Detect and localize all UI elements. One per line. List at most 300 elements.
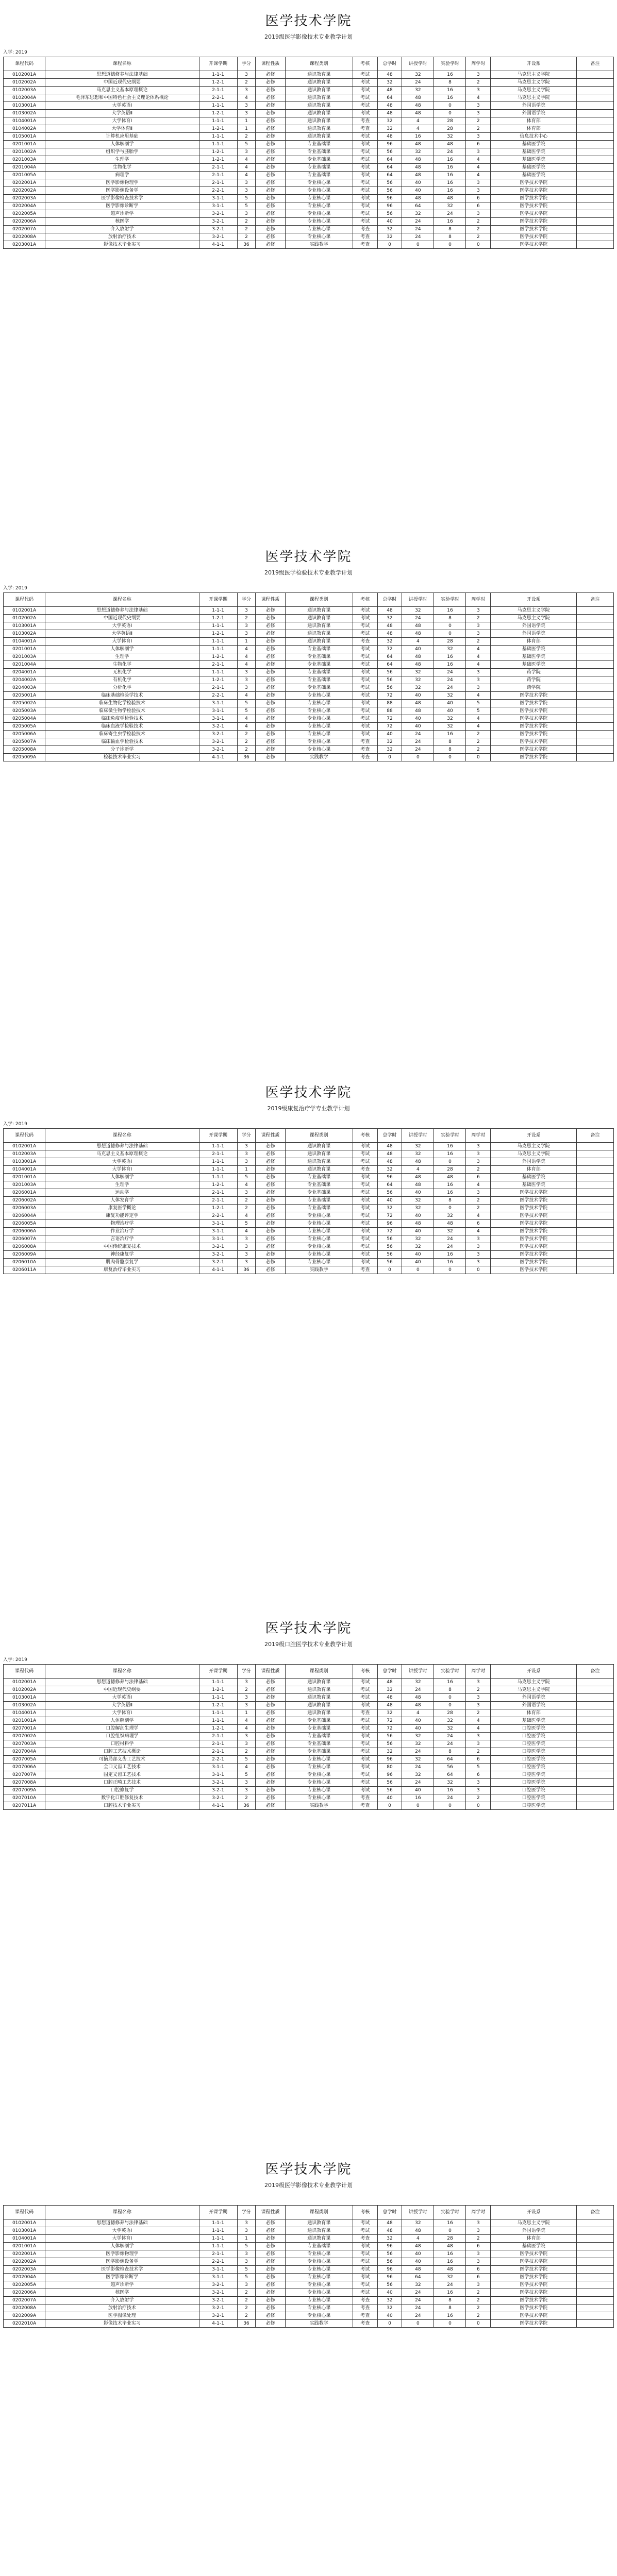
table-cell: 考试 [353, 607, 377, 615]
table-cell: 通识教育课 [285, 133, 353, 141]
table-cell: 3 [466, 1694, 491, 1702]
table-cell: 4 [466, 692, 491, 700]
table-cell: 必修 [256, 125, 285, 133]
table-row [4, 1228, 614, 1235]
table-cell: 2 [466, 2235, 491, 2243]
table-cell [577, 700, 614, 707]
table-cell: 3-2-1 [199, 2312, 237, 2320]
table-cell: 0102003A [4, 87, 45, 94]
table-cell: 通识教育课 [285, 94, 353, 102]
table-cell: 24 [402, 615, 434, 622]
table-cell [577, 164, 614, 172]
table-cell: 3-1-1 [199, 1228, 237, 1235]
table-cell: 3 [237, 1779, 256, 1787]
table-cell: 48 [402, 661, 434, 669]
table-cell: 96 [377, 141, 402, 148]
table-cell: 32 [434, 1228, 466, 1235]
table-cell: 3 [466, 1251, 491, 1259]
table-cell: 3 [466, 676, 491, 684]
table-cell: 必修 [256, 1150, 285, 1158]
table-cell: 0207001A [4, 1725, 45, 1733]
table-cell: 专业核心课 [285, 692, 353, 700]
column-header: 实验学时 [434, 1129, 466, 1143]
table-row [4, 1266, 614, 1274]
table-cell: 3 [237, 110, 256, 117]
table-cell: 专业核心课 [285, 1779, 353, 1787]
table-cell: 专业基础课 [285, 148, 353, 156]
table-cell: 0205003A [4, 707, 45, 715]
table-cell: 考试 [353, 1243, 377, 1251]
table-cell: 口腔修复学 [45, 1787, 199, 1794]
table-row [4, 148, 614, 156]
table-cell: 5 [237, 2274, 256, 2281]
table-cell: 专业基础课 [285, 646, 353, 653]
table-cell: 16 [434, 1787, 466, 1794]
table-cell: 4 [237, 164, 256, 172]
table-cell: 生物化学 [45, 661, 199, 669]
table-row [4, 1243, 614, 1251]
table-cell: 专业基础课 [285, 1740, 353, 1748]
table-row [4, 1717, 614, 1725]
table-cell: 16 [434, 1189, 466, 1197]
table-cell: 3 [466, 210, 491, 218]
table-row [4, 1174, 614, 1181]
table-cell: 0202001A [4, 179, 45, 187]
table-cell: 3 [237, 1243, 256, 1251]
table-cell: 思想道德修养与法律基础 [45, 1143, 199, 1150]
table-cell: 考试 [353, 1679, 377, 1686]
table-cell: 32 [377, 226, 402, 233]
table-cell: 0 [402, 241, 434, 249]
table-cell: 32 [377, 746, 402, 754]
table-cell: 1-1-1 [199, 117, 237, 125]
table-cell: 48 [402, 1220, 434, 1228]
table-cell: 48 [377, 1694, 402, 1702]
section-meta: 入学: 2019 [3, 1122, 27, 1127]
table-cell: 必修 [256, 661, 285, 669]
table-cell: 48 [434, 1174, 466, 1181]
table-cell: 48 [402, 2243, 434, 2250]
table-cell: 专业核心课 [285, 731, 353, 738]
table-cell: 3 [466, 2227, 491, 2235]
table-cell [577, 202, 614, 210]
table-cell: 核医学 [45, 2289, 199, 2297]
table-cell: 3-2-1 [199, 1243, 237, 1251]
table-cell: 64 [377, 94, 402, 102]
column-header: 备注 [577, 593, 614, 607]
table-row [4, 133, 614, 141]
column-header: 讲授学时 [402, 1665, 434, 1679]
table-cell: 检验技术毕业实习 [45, 754, 199, 761]
table-header-row [4, 1129, 614, 1143]
table-cell: 40 [402, 692, 434, 700]
table-cell: 考试 [353, 661, 377, 669]
table-cell: 1-2-1 [199, 1181, 237, 1189]
table-cell: 基础医学院 [491, 156, 577, 164]
table-cell: 0 [434, 110, 466, 117]
table-cell: 5 [237, 1771, 256, 1779]
table-cell: 1-1-1 [199, 622, 237, 630]
table-cell: 2 [466, 1794, 491, 1802]
table-cell: 4-1-1 [199, 1802, 237, 1810]
table-cell: 72 [377, 646, 402, 653]
table-cell: 0206007A [4, 1235, 45, 1243]
table-cell: 4 [466, 172, 491, 179]
table-cell: 考试 [353, 1228, 377, 1235]
table-row [4, 241, 614, 249]
table-cell: 必修 [256, 1228, 285, 1235]
table-cell: 56 [377, 1733, 402, 1740]
table-cell: 56 [377, 1235, 402, 1243]
table-cell: 考试 [353, 2243, 377, 2250]
column-header: 考核 [353, 1665, 377, 1679]
table-cell: 32 [434, 692, 466, 700]
table-cell: 2 [466, 1748, 491, 1756]
table-cell: 3 [466, 1189, 491, 1197]
table-cell: 0 [434, 102, 466, 110]
column-header: 开设系 [491, 593, 577, 607]
table-row [4, 79, 614, 87]
table-cell: 口腔医学院 [491, 1771, 577, 1779]
table-cell [577, 676, 614, 684]
table-cell: 0202008A [4, 233, 45, 241]
table-cell: 28 [434, 117, 466, 125]
table-cell: 专业基础课 [285, 1197, 353, 1205]
table-cell: 16 [434, 2219, 466, 2227]
table-row [4, 71, 614, 79]
table-cell: 56 [377, 2281, 402, 2289]
table-cell: 考试 [353, 210, 377, 218]
table-cell: 0 [402, 754, 434, 761]
table-cell: 0103001A [4, 622, 45, 630]
table-cell: 实践教学 [285, 241, 353, 249]
table-cell: 通识教育课 [285, 1679, 353, 1686]
table-cell: 3 [466, 110, 491, 117]
table-cell: 大学体育Ⅰ [45, 117, 199, 125]
table-cell: 必修 [256, 2235, 285, 2243]
table-cell: 专业核心课 [285, 2297, 353, 2304]
table-cell: 3-2-1 [199, 723, 237, 731]
table-cell: 2 [466, 218, 491, 226]
table-row [4, 692, 614, 700]
table-cell: 药学院 [491, 676, 577, 684]
table-cell [577, 226, 614, 233]
table-cell: 3 [466, 1235, 491, 1243]
table-cell: 专业核心课 [285, 746, 353, 754]
table-cell: 必修 [256, 723, 285, 731]
table-cell: 72 [377, 1717, 402, 1725]
table-row [4, 2235, 614, 2243]
table-cell: 56 [377, 1189, 402, 1197]
table-cell: 5 [237, 707, 256, 715]
table-cell: 临床输血学检验技术 [45, 738, 199, 746]
table-cell: 必修 [256, 133, 285, 141]
table-row [4, 2289, 614, 2297]
table-cell: 考试 [353, 646, 377, 653]
table-cell: 物理治疗学 [45, 1220, 199, 1228]
table-cell [577, 1174, 614, 1181]
table-cell: 48 [402, 630, 434, 638]
table-cell: 4 [466, 164, 491, 172]
table-row [4, 2312, 614, 2320]
table-cell: 专业核心课 [285, 2304, 353, 2312]
table-row [4, 195, 614, 202]
table-cell: 0104002A [4, 125, 45, 133]
table-cell: 0207007A [4, 1771, 45, 1779]
table-cell: 4 [237, 156, 256, 164]
table-cell: 3 [237, 2281, 256, 2289]
table-cell: 必修 [256, 630, 285, 638]
table-cell: 56 [377, 2258, 402, 2266]
table-cell: 口腔材料学 [45, 1740, 199, 1748]
table-cell: 48 [402, 110, 434, 117]
table-cell: 2 [466, 1166, 491, 1174]
table-cell: 外国语学院 [491, 1158, 577, 1166]
table-cell: 医学影像检查技术学 [45, 195, 199, 202]
table-cell: 8 [434, 615, 466, 622]
column-header: 考核 [353, 57, 377, 71]
table-cell: 1-1-1 [199, 2219, 237, 2227]
table-cell: 0 [466, 2320, 491, 2328]
table-cell: 必修 [256, 1694, 285, 1702]
plan-section [0, 10, 617, 247]
table-cell: 32 [377, 1748, 402, 1756]
table-cell: 3 [466, 1158, 491, 1166]
table-cell: 口腔医学院 [491, 1794, 577, 1802]
table-cell: 专业核心课 [285, 233, 353, 241]
table-cell: 医学技术学院 [491, 2274, 577, 2281]
table-cell: 3-1-1 [199, 707, 237, 715]
table-cell: 3 [237, 676, 256, 684]
table-cell: 专业核心课 [285, 2289, 353, 2297]
table-cell: 2 [466, 638, 491, 646]
table-cell: 24 [434, 1733, 466, 1740]
table-cell: 通识教育课 [285, 622, 353, 630]
table-cell: 临床基础检验学技术 [45, 692, 199, 700]
table-cell: 临床免疫学检验技术 [45, 715, 199, 723]
table-cell: 医学技术学院 [491, 754, 577, 761]
table-cell: 必修 [256, 1686, 285, 1694]
table-cell: 2 [466, 79, 491, 87]
table-cell: 5 [237, 1756, 256, 1764]
table-cell [577, 218, 614, 226]
table-cell: 肌肉骨骼康复学 [45, 1259, 199, 1266]
table-cell: 医学技术学院 [491, 738, 577, 746]
table-row [4, 218, 614, 226]
table-cell: 专业核心课 [285, 2281, 353, 2289]
table-cell: 2 [466, 2304, 491, 2312]
table-cell: 36 [237, 1802, 256, 1810]
table-cell: 48 [402, 102, 434, 110]
column-header: 课程代码 [4, 593, 45, 607]
table-cell: 思想道德修养与法律基础 [45, 607, 199, 615]
table-cell: 思想道德修养与法律基础 [45, 71, 199, 79]
table-cell: 医学技术学院 [491, 195, 577, 202]
table-cell: 32 [402, 71, 434, 79]
table-row [4, 187, 614, 195]
column-header: 考核 [353, 593, 377, 607]
table-cell: 医学技术学院 [491, 1212, 577, 1220]
table-cell [577, 692, 614, 700]
table-cell: 专业基础课 [285, 669, 353, 676]
table-cell: 1-2-1 [199, 653, 237, 661]
section-subtitle: 2019级医学影像技术专业教学计划 [264, 33, 353, 40]
table-row [4, 1702, 614, 1709]
table-cell: 医学技术学院 [491, 187, 577, 195]
table-cell: 48 [377, 1143, 402, 1150]
table-cell: 0103002A [4, 1702, 45, 1709]
column-header: 周学时 [466, 1665, 491, 1679]
table-cell: 1-1-1 [199, 2235, 237, 2243]
table-cell: 口腔解剖生理学 [45, 1725, 199, 1733]
table-cell: 3-2-1 [199, 2289, 237, 2297]
table-row [4, 1212, 614, 1220]
table-cell [577, 2320, 614, 2328]
table-cell: 考试 [353, 1694, 377, 1702]
table-cell: 基础医学院 [491, 1174, 577, 1181]
table-cell: 2 [466, 738, 491, 746]
table-cell: 72 [377, 723, 402, 731]
table-cell [577, 94, 614, 102]
table-cell: 56 [377, 2250, 402, 2258]
table-cell: 2-1-1 [199, 1740, 237, 1748]
table-cell: 48 [377, 2219, 402, 2227]
table-cell: 3 [237, 1733, 256, 1740]
table-cell: 3 [466, 669, 491, 676]
table-cell: 康复医学概论 [45, 1205, 199, 1212]
table-cell: 8 [434, 226, 466, 233]
table-cell: 必修 [256, 1756, 285, 1764]
table-cell: 3-2-1 [199, 1787, 237, 1794]
table-cell: 0205002A [4, 700, 45, 707]
table-cell: 3 [466, 1243, 491, 1251]
table-cell: 全口义齿工艺技术 [45, 1764, 199, 1771]
table-cell: 3-1-1 [199, 2274, 237, 2281]
column-header: 周学时 [466, 2206, 491, 2219]
table-cell: 考试 [353, 1771, 377, 1779]
plan-table [3, 57, 614, 249]
table-row [4, 1725, 614, 1733]
table-cell: 56 [377, 676, 402, 684]
table-cell: 40 [377, 2289, 402, 2297]
table-cell: 必修 [256, 87, 285, 94]
table-cell: 16 [434, 187, 466, 195]
column-header: 课程代码 [4, 57, 45, 71]
table-cell [577, 117, 614, 125]
column-header: 课程性质 [256, 57, 285, 71]
table-cell: 32 [402, 676, 434, 684]
column-header: 备注 [577, 57, 614, 71]
table-cell: 16 [434, 218, 466, 226]
table-cell: 必修 [256, 2250, 285, 2258]
column-header: 讲授学时 [402, 593, 434, 607]
table-cell: 4 [466, 1212, 491, 1220]
table-cell: 24 [402, 218, 434, 226]
table-cell: 24 [402, 746, 434, 754]
table-cell: 16 [434, 1181, 466, 1189]
table-cell [577, 646, 614, 653]
table-cell: 96 [377, 195, 402, 202]
table-cell: 超声诊断学 [45, 2281, 199, 2289]
column-header: 课程类别 [285, 1665, 353, 1679]
table-cell: 0206006A [4, 1228, 45, 1235]
table-cell: 考试 [353, 148, 377, 156]
table-cell: 3 [466, 179, 491, 187]
table-cell: 考试 [353, 1748, 377, 1756]
table-cell: 生理学 [45, 1181, 199, 1189]
table-cell: 必修 [256, 1212, 285, 1220]
table-cell: 32 [402, 1733, 434, 1740]
table-cell: 必修 [256, 1733, 285, 1740]
table-header-row [4, 593, 614, 607]
table-cell: 2-1-1 [199, 1733, 237, 1740]
table-cell [577, 1166, 614, 1174]
table-cell: 考查 [353, 746, 377, 754]
table-cell [577, 630, 614, 638]
table-cell: 4 [237, 1725, 256, 1733]
table-cell: 0201005A [4, 172, 45, 179]
table-cell: 专业核心课 [285, 202, 353, 210]
table-cell: 口腔组织病理学 [45, 1733, 199, 1740]
table-cell: 马克思主义学院 [491, 615, 577, 622]
table-cell [577, 125, 614, 133]
table-cell: 40 [402, 1189, 434, 1197]
table-cell: 基础医学院 [491, 646, 577, 653]
column-header: 学分 [237, 1665, 256, 1679]
table-cell: 医学技术学院 [491, 2312, 577, 2320]
table-cell: 0206010A [4, 1259, 45, 1266]
table-cell: 1-2-1 [199, 676, 237, 684]
table-cell: 0104001A [4, 638, 45, 646]
table-cell: 康复治疗毕业实习 [45, 1266, 199, 1274]
table-cell: 0203001A [4, 241, 45, 249]
table-cell [577, 2258, 614, 2266]
table-cell [577, 2289, 614, 2297]
table-cell: 考试 [353, 79, 377, 87]
table-cell [577, 622, 614, 630]
table-cell: 3 [237, 1702, 256, 1709]
table-cell: 0 [434, 630, 466, 638]
table-cell: 6 [466, 1756, 491, 1764]
column-header: 开设系 [491, 57, 577, 71]
table-cell: 通识教育课 [285, 117, 353, 125]
table-cell: 通识教育课 [285, 71, 353, 79]
table-cell: 32 [434, 715, 466, 723]
table-row [4, 110, 614, 117]
table-cell: 口腔医学院 [491, 1740, 577, 1748]
table-cell: 48 [377, 1158, 402, 1166]
table-cell: 3 [237, 630, 256, 638]
table-cell: 必修 [256, 2304, 285, 2312]
table-cell: 专业核心课 [285, 1787, 353, 1794]
table-cell: 必修 [256, 615, 285, 622]
table-row [4, 1733, 614, 1740]
table-cell: 专业基础课 [285, 1205, 353, 1212]
table-cell [577, 172, 614, 179]
table-cell: 大学英语Ⅰ [45, 2227, 199, 2235]
table-cell: 专业核心课 [285, 187, 353, 195]
table-cell: 必修 [256, 676, 285, 684]
table-cell: 28 [434, 638, 466, 646]
table-cell: 考试 [353, 1686, 377, 1694]
table-cell: 64 [434, 1756, 466, 1764]
table-cell: 可摘局部义齿工艺技术 [45, 1756, 199, 1764]
table-cell: 考试 [353, 2258, 377, 2266]
table-cell: 必修 [256, 195, 285, 202]
table-cell: 3 [466, 1702, 491, 1709]
table-cell: 16 [434, 1679, 466, 1686]
table-cell: 3 [237, 2250, 256, 2258]
